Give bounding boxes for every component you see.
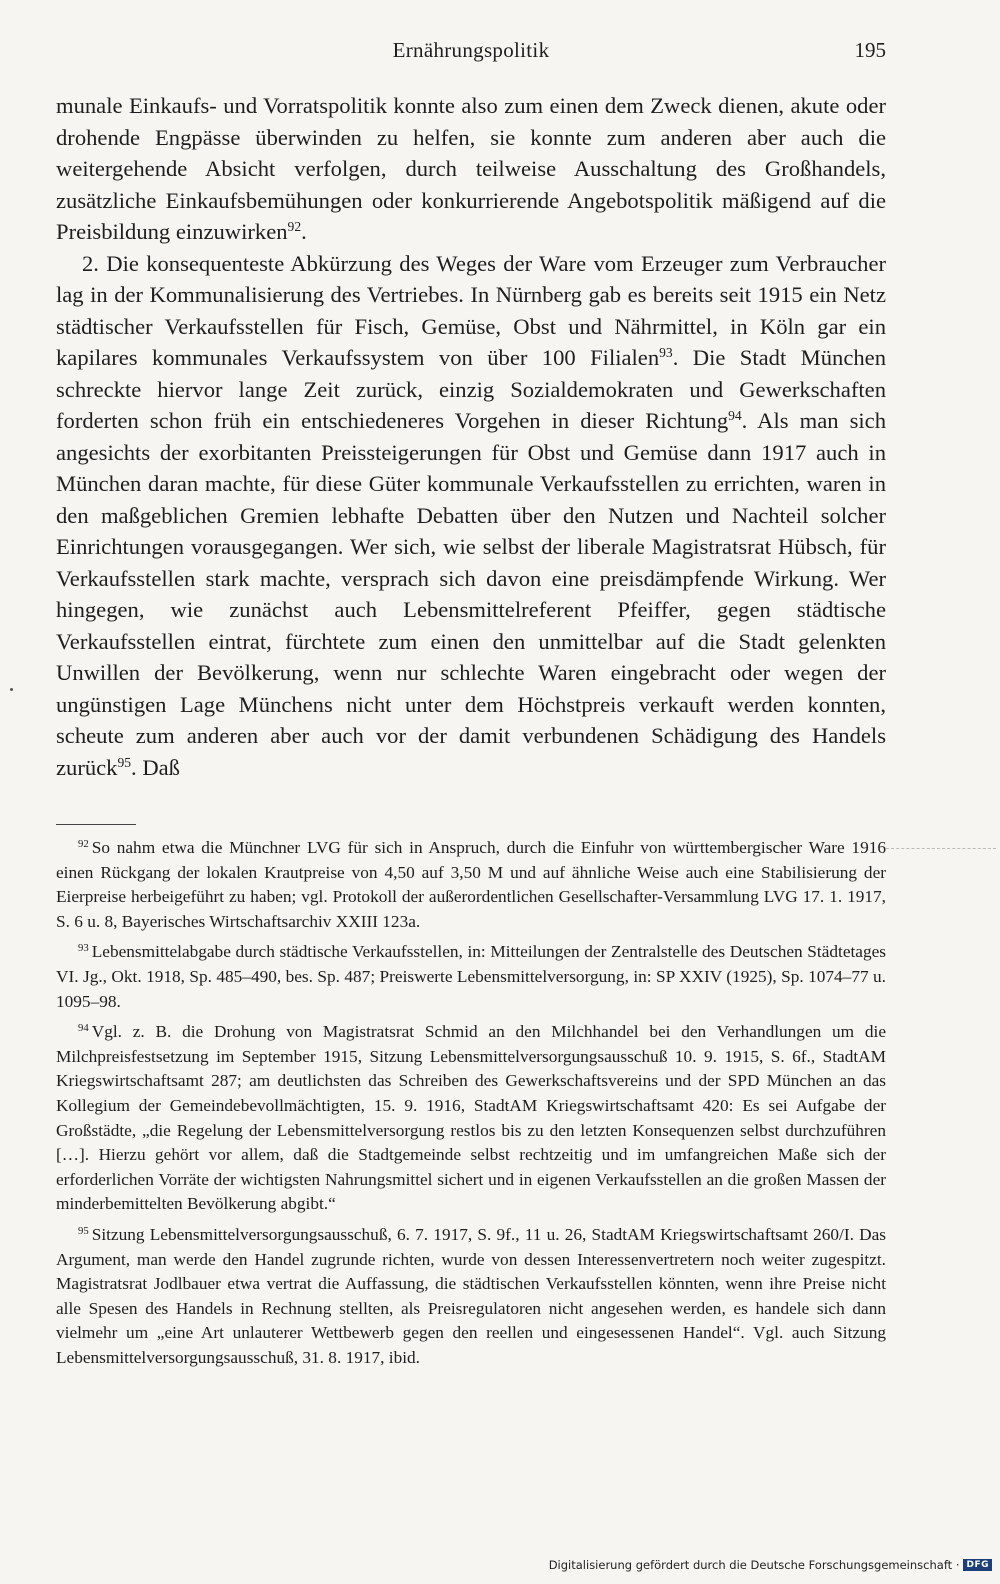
footnote-number: 92: [78, 838, 89, 851]
paragraph: [56, 90, 886, 248]
footnote-number: 94: [78, 1022, 89, 1035]
footnotes: [56, 836, 886, 1376]
footnote-reference: 92: [287, 218, 302, 234]
paragraph-text: . Als man sich angesichts der exorbitanten Preissteigerungen für Obst und Gemüse dann 1917 auch in München daran machte, für diese Güter kommunale Verkaufsstellen zu errichten, waren in den maßgeblichen Gremien lebhafte Debatten über den Nutzen und Nachteil solcher Einrichtungen vorausgegangen. Wer sich, wie selbst der liberale Magistratsrat Hübsch, für Verkaufsstellen stark machte, versprach sich davon eine preisdämpfende Wirkung. Wer hingegen, wie zunächst auch Lebensmittelreferent Pfeiffer, gegen städtische Verkaufsstellen eintrat, fürchtete zum einen den unmittelbar auf die Stadt gelenkten Unwillen der Bevölkerung, wenn nur schlechte Waren eingebracht oder wegen der ungünstigen Lage Münchens nicht unter dem Höchstpreis verkauft werden konnten, scheute zum anderen aber auch vor der damit verbundenen Schädigung des Handels zurück: [56, 408, 886, 780]
paragraph: [56, 248, 886, 784]
digitization-credit: [549, 1558, 992, 1572]
footnote: [56, 1223, 886, 1371]
scan-artifact-dash: [886, 848, 996, 849]
page-header: [56, 38, 886, 70]
footnote-number: 95: [78, 1225, 89, 1238]
footnote-separator: [56, 824, 136, 825]
footnote-reference: 93: [659, 344, 673, 360]
footnote-reference: 94: [728, 407, 742, 423]
paragraph-text: .: [301, 219, 307, 244]
paragraph-text: . Daß: [131, 754, 180, 780]
credit-text: Digitalisierung gefördert durch die Deutsche Forschungsgemeinschaft ·: [548, 1558, 960, 1572]
footnote-text: Sitzung Lebensmittelversorgungsausschuß, 6. 7. 1917, S. 9f., 11 u. 26, StadtAM Kriegswirtschaftsamt 260/I. Das Argument, man werde den Handel zugrunde richten, wurde von dessen Interessenvertretern noch weiter zugespitzt. Magistratsrat Jodlbauer etwa vertrat die Auffassung, die städtischen Verkaufsstellen könnten, wenn ihre Preise nicht alle Spesen des Handels in Rechnung stellten, als Preisregulatoren nicht angesehen werden, es handele sich dann vielmehr um „eine Art unlauterer Wettbewerb gegen den reellen und eingesessenen Handel“. Vgl. auch Sitzung Lebensmittelversorgungsausschuß, 31. 8. 1917, ibid.: [56, 1224, 886, 1367]
footnote: [56, 836, 886, 934]
footnote-text: Vgl. z. B. die Drohung von Magistratsrat Schmid an den Milchhandel bei den Verhandlungen um die Milchpreisfestsetzung im September 1915, Sitzung Lebensmittelversorgungsausschuß 10. 9. 1915, S. 6f., StadtAM Kriegswirtschaftsamt 287; am deutlichsten das Schreiben des Gewerkschaftsvereins und der SPD München an das Kollegium der Gemeindebevollmächtigten, 15. 9. 1916, StadtAM Kriegswirtschaftsamt 420: Es sei Aufgabe der Großstädte, „die Regelung der Lebensmittelversorgung restlos bis zu den letzten Konsequenzen selbst durchzuführen […]. Hierzu gehört vor allem, daß die Stadtgemeinde selbst rechtzeitig und im umfangreichen Maße sich der erforderlichen Vorräte der wichtigsten Nahrungsmittel sichert und in eigenen Verkaufsstellen an die großen Massen der minderbemittelten Bevölkerung abgibt.“: [56, 1022, 886, 1214]
dfg-logo-icon: DFG: [963, 1559, 992, 1571]
page-number: 195: [854, 38, 886, 62]
main-text: [56, 90, 886, 783]
scan-artifact-dot: [10, 688, 13, 691]
footnote: [56, 940, 886, 1014]
running-title: Ernährungspolitik: [392, 38, 550, 62]
footnote-text: So nahm etwa die Münchner LVG für sich in Anspruch, durch die Einfuhr von württembergischer Ware 1916 einen Rückgang der lokalen Krautpreise von 4,50 auf 3,50 M und auf ähnliche Weise auch eine Stabilisierung der Eierpreise herbeigeführt zu haben; vgl. Protokoll der außerordentlichen Gesellschafter-Versammlung LVG 17. 1. 1917, S. 6 u. 8, Bayerisches Wirtschaftsarchiv XXIII 123a.: [56, 838, 886, 931]
footnote-number: 93: [78, 942, 89, 955]
footnote-text: Lebensmittelabgabe durch städtische Verkaufsstellen, in: Mitteilungen der Zentralstelle des Deutschen Städtetages VI. Jg., Okt. 1918, Sp. 485–490, bes. Sp. 487; Preiswerte Lebensmittelversorgung, in: SP XXIV (1925), Sp. 1074–77 u. 1095–98.: [56, 942, 886, 1011]
footnote: [56, 1020, 886, 1217]
paragraph-text: . Die Stadt München schreckte hiervor lange Zeit zurück, einzig Sozialdemokraten und Gewerkschaften forderten schon früh ein entschiedeneres Vorgehen in dieser Richtung: [56, 345, 886, 433]
footnote-reference: 95: [117, 754, 132, 770]
paragraph-text: munale Einkaufs- und Vorratspolitik konnte also zum einen dem Zweck dienen, akute oder drohende Engpässe überwinden zu helfen, sie konnte zum anderen aber auch die weitergehende Absicht verfolgen, durch teilweise Ausschaltung des Großhandels, zusätzliche Einkaufsbemühungen oder konkurrierende Angebotspolitik mäßigend auf die Preisbildung einzuwirken: [56, 93, 886, 244]
paragraph-text: 2. Die konsequenteste Abkürzung des Weges der Ware vom Erzeuger zum Verbraucher lag in der Kommunalisierung des Vertriebes. In Nürnberg gab es bereits seit 1915 ein Netz städtischer Verkaufsstellen für Fisch, Gemüse, Obst und Nährmittel, in Köln gar ein kapilares kommunales Verkaufssystem von über 100 Filialen: [56, 250, 886, 370]
